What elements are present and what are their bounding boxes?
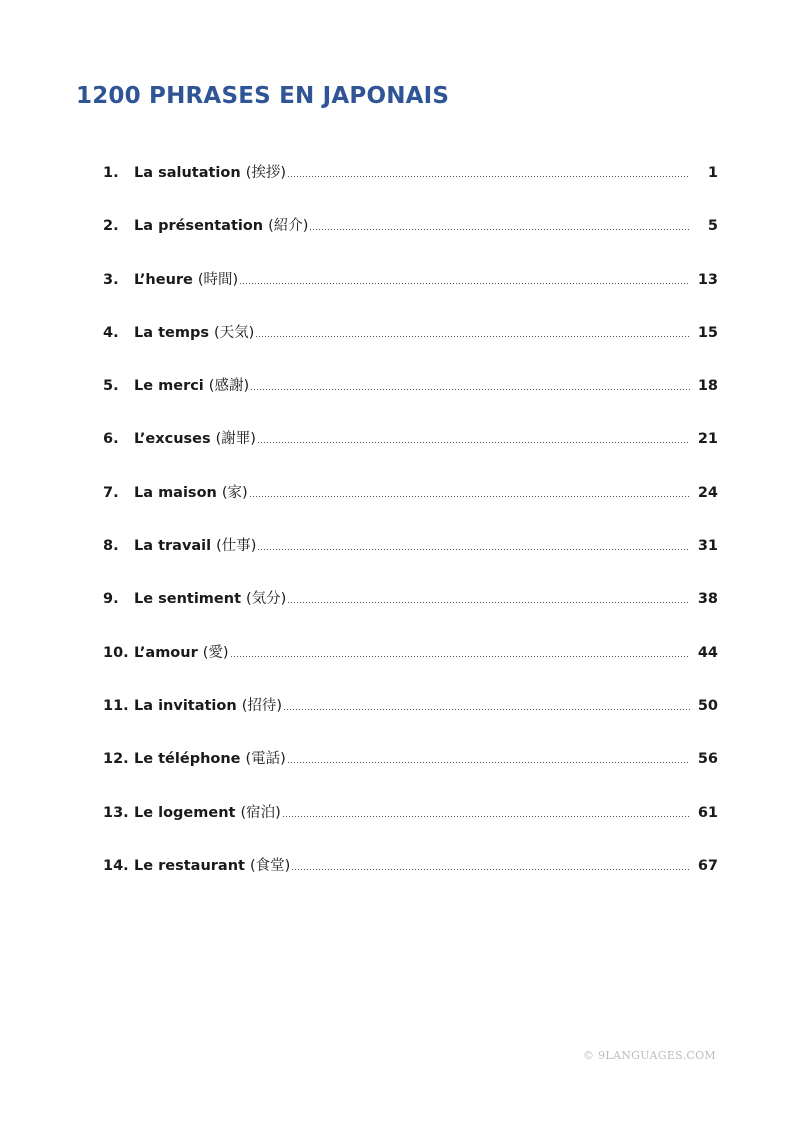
toc-entry-link[interactable] [103,644,718,662]
toc-entry-japanese: (時間) [197,271,239,288]
dot-leader [283,702,690,710]
toc-entry-link[interactable] [103,750,718,768]
dot-leader [239,276,690,284]
toc-entry-japanese: (紹介) [268,218,309,235]
toc-entry-number: 13. [103,804,129,821]
toc-entry-title: Le merci [134,378,204,395]
toc-entry-number: 4. [103,324,119,341]
toc-entry-japanese: (招待) [241,697,283,714]
toc-entry-number: 1. [103,165,119,181]
dot-leader [291,862,690,870]
toc-entry-japanese: (仕事) [216,538,257,555]
toc-entry-title: L’amour [134,644,198,661]
copyright-footer: © 9LANGUAGES.COM [583,1049,716,1062]
toc-entry-title: La maison [134,484,217,501]
dot-leader [282,809,690,817]
toc-entry-number: 3. [103,271,119,288]
dot-leader [255,329,690,337]
toc-entry-title: La temps [134,324,209,341]
toc-entry-link[interactable] [103,857,718,875]
toc-entry-page: 44 [697,644,718,661]
toc-entry-japanese: (家) [221,484,248,501]
toc-entry-japanese: (食堂) [249,857,291,874]
toc-entry-title: La présentation [134,218,264,235]
toc-entry[interactable] [103,857,718,919]
toc-entry-title: L’heure [134,271,193,288]
toc-entry-japanese: (謝罪) [215,431,256,448]
toc-entry-title: Le logement [134,804,236,821]
toc-entry-japanese: (宿泊) [240,804,281,821]
toc-entry-number: 11. [103,697,129,714]
toc-entry-japanese: (愛) [202,644,229,661]
toc-entry-number: 7. [103,484,119,501]
toc-entry-link[interactable] [103,324,718,342]
dot-leader [287,169,690,177]
toc-entry-number: 6. [103,431,119,448]
toc-entry-number: 10. [103,644,129,661]
toc-entry-link[interactable] [103,271,718,289]
dot-leader [287,755,690,763]
toc-entry-link[interactable] [103,164,718,182]
toc-entry-page: 15 [697,324,718,341]
toc-entry-title: Le téléphone [134,751,241,768]
toc-entry-number: 5. [103,378,119,395]
dot-leader [249,489,690,497]
toc-entry-link[interactable] [103,430,718,448]
toc-entry-page: 21 [697,431,718,448]
toc-entry-page: 1 [707,165,718,181]
toc-entry-title: Le sentiment [134,591,242,608]
dot-leader [230,649,690,657]
toc-entry-number: 12. [103,751,129,768]
dot-leader [309,222,690,230]
toc-entry-japanese: (気分) [246,591,287,608]
toc-entry-title: La travail [134,538,212,555]
toc-entry-link[interactable] [103,377,718,395]
toc-entry-page: 5 [707,218,718,235]
toc-entry-japanese: (感謝) [208,378,250,395]
toc-entry-number: 14. [103,857,129,874]
table-of-contents [103,165,718,919]
document-title: 1200 PHRASES EN JAPONAIS [76,83,450,109]
toc-entry-page: 13 [697,271,718,288]
toc-entry-title: La salutation [134,165,241,181]
toc-entry-japanese: (天気) [213,324,255,341]
toc-entry-link[interactable] [103,484,718,502]
dot-leader [257,435,690,443]
toc-entry-page: 31 [697,538,718,555]
toc-entry-link[interactable] [103,804,718,822]
toc-entry-link[interactable] [103,697,718,715]
dot-leader [257,542,690,550]
toc-entry-number: 2. [103,218,119,235]
toc-entry-link[interactable] [103,217,718,235]
toc-entry-number: 8. [103,538,119,555]
toc-entry-page: 38 [697,591,718,608]
toc-entry-page: 67 [697,857,718,874]
dot-leader [250,382,690,390]
toc-entry-page: 56 [697,751,718,768]
toc-entry-link[interactable] [103,537,718,555]
toc-entry-page: 24 [697,484,718,501]
toc-entry-page: 18 [697,378,718,395]
toc-entry-japanese: (電話) [245,751,286,768]
toc-entry-title: La invitation [134,697,237,714]
toc-entry-link[interactable] [103,590,718,608]
toc-entry-page: 50 [697,697,718,714]
toc-entry-title: L’excuses [134,431,211,448]
toc-entry-number: 9. [103,591,119,608]
toc-entry-title: Le restaurant [134,857,245,874]
toc-entry-japanese: (挨拶) [245,165,287,181]
dot-leader [287,595,690,603]
toc-entry-page: 61 [697,804,718,821]
